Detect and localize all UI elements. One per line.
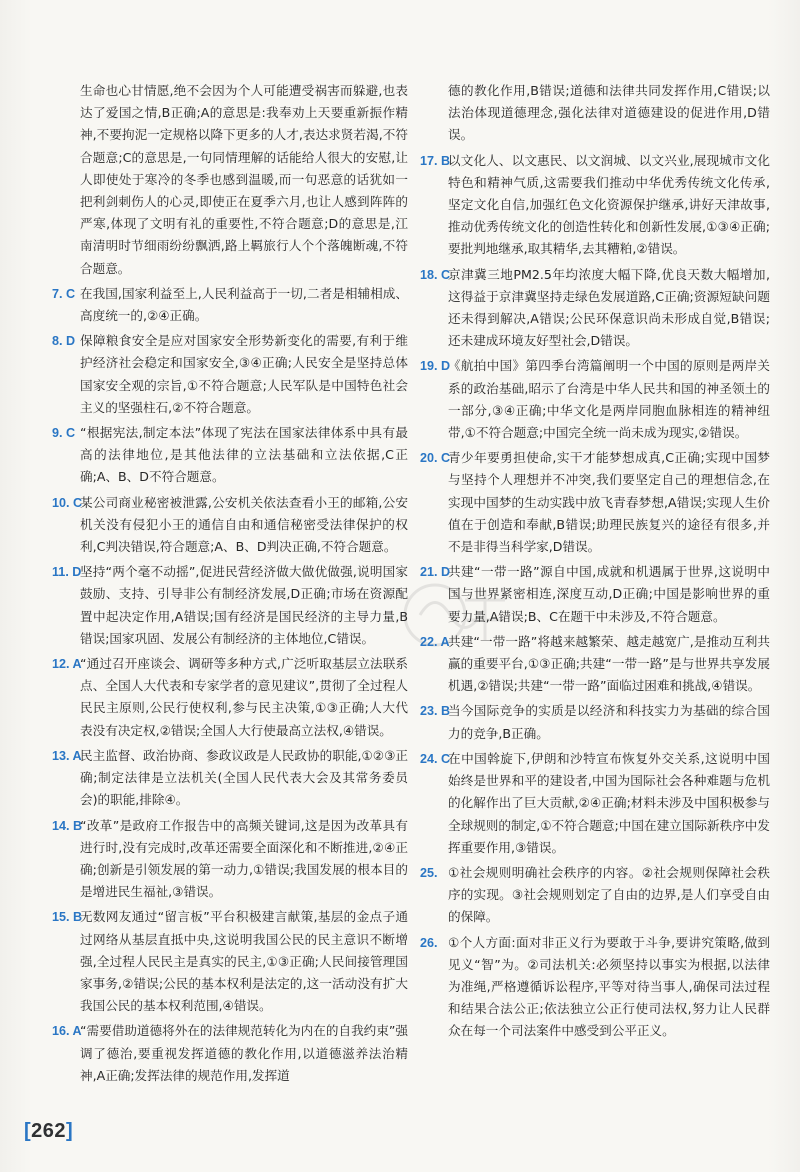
answer-explanation: 《航拍中国》第四季台湾篇阐明一个中国的原则是两岸关系的政治基础,昭示了台湾是中华人民共和国的神圣领土的一部分,③④正确;中华文化是两岸同胞血脉相连的精神纽带,①不符合题意;中国完全统一尚未成为现实,②错误。 (448, 358, 770, 441)
answer-number: 25. (420, 865, 438, 880)
answer-explanation: 保障粮食安全是应对国家安全形势新变化的需要,有利于维护经济社会稳定和国家安全,③④正确;人民安全是坚持总体国家安全观的宗旨,①不符合题意;人民军队是中国特色社会主义的坚强柱石,②不符合题意。 (80, 333, 408, 415)
answer-explanation: 无数网友通过“留言板”平台积极建言献策,基层的金点子通过网络从基层直抵中央,这说明我国公民的民主意识不断增强,全过程人民民主是真实的民主,①③正确;人民间接管理国家事务,②错误;公民的基本权利是法定的,这一活动没有扩大我国公民的基本权利范围,④错误。 (80, 909, 408, 1014)
answer-number: 15. B (52, 910, 83, 925)
answer-explanation: ①个人方面:面对非正义行为要敢于斗争,要讲究策略,做到见义“智”为。②司法机关:必须坚持以事实为根据,以法律为准绳,严格遵循诉讼程序,平等对待当事人,确保司法过程和结果合法公正;依法独立公正行使司法权,努力让人民群众在每一个司法案件中感受到公平正义。 (448, 934, 770, 1039)
answer-number: 23. B (420, 704, 451, 719)
answer-item (52, 492, 408, 559)
page-number-value: 262 (31, 1120, 67, 1142)
answer-explanation: 生命也心甘情愿,绝不会因为个人可能遭受祸害而躲避,也表达了爱国之情,B正确;A的意思是:我奉劝上天要重新振作精神,不要拘泥一定规格以降下更多的人才,表达求贤若渴,不符合题意;C的意思是,一句同情理解的话能给人很大的安慰,让人即使处于寒冷的冬季也感到温暖,而一句恶意的话犹如一把利剑刺伤人的心灵,即使正在夏季六月,也让人感到阵阵的严寒,体现了文明有礼的重要性,不符合题意;D的意思是,江南清明时节细雨纷纷飘洒,路上羁旅行人个个落魄断魂,不符合题意。 (80, 83, 408, 276)
answer-item (52, 906, 408, 1017)
answer-number: 20. C (420, 451, 451, 466)
answer-explanation: 以文化人、以文惠民、以文润城、以文兴业,展现城市文化特色和精神气质,这需要我们推动中华优秀传统文化传承,坚定文化自信,加强红色文化资源保护继承,讲好天津故事,推动优秀传统文化的创造性转化和创新性发展,①③④正确;要批判地继承,取其精华,去其糟粕,②错误。 (448, 152, 770, 257)
answer-number: 21. D (420, 565, 451, 580)
answer-number: 26. (420, 935, 438, 950)
answer-explanation: 京津冀三地PM2.5年均浓度大幅下降,优良天数大幅增加,这得益于京津冀坚持走绿色发展道路,C正确;资源短缺问题还未得到解决,A错误;公民环保意识尚未形成自觉,B错误;还未建成环境友好型社会,D错误。 (448, 266, 770, 349)
answer-item (52, 1020, 408, 1087)
answer-number: 12. A (52, 657, 82, 672)
answer-item (52, 745, 408, 812)
answer-item (52, 330, 408, 419)
answer-number: 19. D (420, 359, 451, 374)
answer-explanation: 共建“一带一路”源自中国,成就和机遇属于世界,这说明中国与世界紧密相连,深度互动,D正确;中国是影响世界的重要力量,A错误;B、C在题干中未涉及,不符合题意。 (448, 564, 770, 624)
answer-item (420, 932, 770, 1043)
answer-number: 18. C (420, 267, 451, 282)
answer-item (420, 631, 770, 698)
answer-explanation: 在我国,国家利益至上,人民利益高于一切,二者是相辅相成、高度统一的,②④正确。 (80, 285, 408, 324)
answer-item (420, 447, 770, 558)
right-column (420, 80, 770, 1043)
answer-number: 16. A (52, 1024, 82, 1039)
answer-explanation: ①社会规则明确社会秩序的内容。②社会规则保障社会秩序的实现。③社会规则划定了自由的边界,是人们享受自由的保障。 (448, 864, 770, 925)
answer-item (420, 80, 770, 147)
answer-number: 14. B (52, 818, 83, 833)
answer-number: 10. C (52, 495, 83, 510)
answer-number: 22. A (420, 634, 450, 649)
answer-explanation: “改革”是政府工作报告中的高频关键词,这是因为改革具有进行时,没有完成时,改革还需要全面深化和不断推进,②④正确;创新是引领发展的第一动力,①错误;我国发展的根本目的是增进民生福祉,③错误。 (80, 817, 408, 900)
answer-item (52, 283, 408, 327)
answer-item (420, 264, 770, 353)
answer-item (52, 80, 408, 280)
answer-number: 24. C (420, 751, 451, 766)
answer-explanation: 共建“一带一路”将越来越繁荣、越走越宽广,是推动互利共赢的重要平台,①③正确;共建“一带一路”是与世界共享发展机遇,②错误;共建“一带一路”面临过困难和挑战,④错误。 (448, 633, 770, 694)
answer-number: 9. C (52, 426, 76, 441)
answer-explanation: “通过召开座谈会、调研等多种方式,广泛听取基层立法联系点、全国人大代表和专家学者的意见建议”,贯彻了全过程人民民主原则,公民行使权利,参与民主决策,①③正确;人大代表没有决定权,②错误;全国人大行使最高立法权,④错误。 (80, 656, 408, 738)
answer-number: 11. D (52, 565, 82, 580)
answer-item (52, 653, 408, 742)
answer-number: 7. C (52, 286, 76, 301)
answer-item (420, 700, 770, 744)
left-column (52, 80, 408, 1087)
answer-explanation: 当今国际竞争的实质是以经济和科技实力为基础的综合国力的竞争,B正确。 (448, 703, 770, 741)
answer-item (52, 561, 408, 650)
answer-item (420, 862, 770, 929)
answer-item (52, 422, 408, 489)
answer-explanation: 某公司商业秘密被泄露,公安机关依法查看小王的邮箱,公安机关没有侵犯小王的通信自由和通信秘密受法律保护的权利,C判决错误,符合题意;A、B、D判决正确,不符合题意。 (80, 494, 408, 555)
answer-number: 17. B (420, 153, 451, 168)
answer-explanation: 在中国斡旋下,伊朗和沙特宣布恢复外交关系,这说明中国始终是世界和平的建设者,中国为国际社会各种难题与危机的化解作出了巨大贡献,②④正确;材料未涉及中国积极参与全球规则的制定,①不符合题意;中国在建立国际新秩序中发挥重要作用,③错误。 (448, 750, 770, 855)
answer-number: 13. A (52, 748, 82, 763)
answer-explanation: 民主监督、政治协商、参政议政是人民政协的职能,①②③正确;制定法律是立法机关(全国人民代表大会及其常务委员会)的职能,排除④。 (80, 747, 408, 808)
answer-explanation: “根据宪法,制定本法”体现了宪法在国家法律体系中具有最高的法律地位,是其他法律的立法基础和立法依据,C正确;A、B、D不符合题意。 (80, 425, 408, 485)
answer-explanation: 青少年要勇担使命,实干才能梦想成真,C正确;实现中国梦与坚持个人理想并不冲突,我们要坚定自己的理想信念,在实现中国梦的生动实践中放飞青春梦想,A错误;实现人生价值在于创造和奉献,B错误;助理民族复兴的途径有很多,并不是非得当科学家,D错误。 (448, 450, 770, 555)
answer-explanation: 德的教化作用,B错误;道德和法律共同发挥作用,C错误;以法治体现道德理念,强化法律对道德建设的促进作用,D错误。 (448, 83, 770, 143)
answer-explanation: 坚持“两个毫不动摇”,促进民营经济做大做优做强,说明国家鼓励、支持、引导非公有制经济发展,D正确;市场在资源配置中起决定作用,A错误;国有经济是国民经济的主导力量,B错误;国家巩固、发展公有制经济的主体地位,C错误。 (80, 564, 408, 646)
answer-item (420, 748, 770, 859)
answer-number: 8. D (52, 334, 76, 349)
answer-item (420, 355, 770, 444)
answer-item (420, 150, 770, 261)
answer-item (420, 561, 770, 628)
page-number: [262] (24, 1120, 74, 1142)
answer-item (52, 815, 408, 904)
answer-explanation: “需要借助道德将外在的法律规范转化为内在的自我约束”强调了德治,要重视发挥道德的教化作用,以道德滋养法治精神,A正确;发挥法律的规范作用,发挥道 (80, 1023, 408, 1083)
